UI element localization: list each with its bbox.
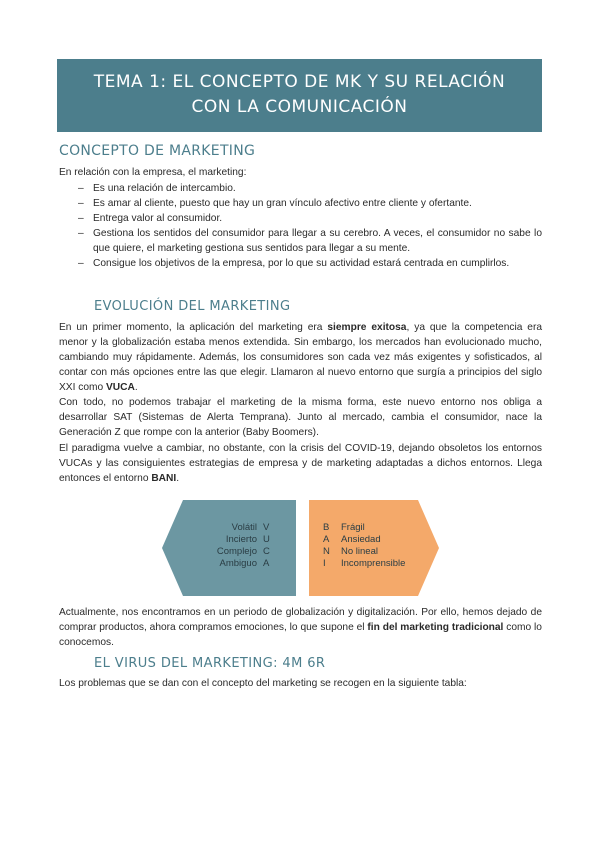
list-item: – Es una relación de intercambio.: [78, 183, 236, 194]
vuca-words: Volátil Incierto Complejo Ambiguo: [216, 522, 257, 569]
title-line-2: CON LA COMUNICACIÓN: [191, 97, 408, 117]
list-item: – Consigue los objetivos de la empresa, por lo que su actividad estará centrada en cumplirlos.: [78, 258, 510, 269]
heading-concepto: CONCEPTO DE MARKETING: [59, 143, 256, 159]
bani-letters: B A N I: [323, 522, 330, 569]
list-item: – Gestiona los sentidos del consumidor para llegar a su cerebro. A veces, el consumidor no sabe lo que quiere, el marketing gestiona sus sentidos para llegar a su mente.: [78, 228, 542, 254]
vuca-letters: V U C A: [263, 522, 270, 569]
dash-marker: –: [78, 183, 84, 194]
dash-marker: –: [78, 213, 84, 224]
intro-text: En relación con la empresa, el marketing:: [59, 167, 247, 178]
heading-evolucion: EVOLUCIÓN DEL MARKETING: [94, 299, 291, 314]
paragraph-vuca: En un primer momento, la aplicación del marketing era siempre exitosa, ya que la competencia era menor y la globalización estaba menos extendida. Sin embargo, los mercados han evolucionado mucho, cambiando muy rápidamente. Además, los consumidores son cada vez más exigentes y sofisticados, al contar con más opciones entre las que elegir. Llamaron al nuevo entorno que surgía a principios del siglo XXI como VUCA.: [59, 322, 543, 393]
list-item: – Es amar al cliente, puesto que hay un gran vínculo afectivo entre cliente y ofertante.: [78, 198, 472, 209]
paragraph-tabla: Los problemas que se dan con el concepto del marketing se recogen en la siguiente tabla:: [59, 678, 467, 689]
paragraph-sat: Con todo, no podemos trabajar el marketing de la misma forma, este nuevo entorno nos obliga a desarrollar SAT (Sistemas de Alerta Temprana). Junto al mercado, cambia el consumidor, nace la Generación Z que rompe con la anterior (Baby Boomers).: [59, 397, 542, 438]
title-line-1: TEMA 1: EL CONCEPTO DE MK Y SU RELACIÓN: [93, 72, 506, 92]
heading-virus: EL VIRUS DEL MARKETING: 4M 6R: [94, 656, 326, 671]
list-item: – Entrega valor al consumidor.: [78, 213, 223, 224]
paragraph-bani: El paradigma vuelve a cambiar, no obstante, con la crisis del COVID-19, dejando obsoletos los entornos VUCAs y las consiguientes estrategias de empresa y de marketing adaptadas a dichos entornos. Llega entonces el entorno BANI.: [59, 443, 542, 484]
paragraph-actualmente: Actualmente, nos encontramos en un periodo de globalización y digitalización. Por ello, hemos dejado de comprar productos, ahora compramos emociones, lo que supone el fin del marketing tradicional como lo conocemos.: [59, 607, 542, 648]
dash-marker: –: [78, 198, 84, 209]
dash-marker: –: [78, 228, 84, 239]
dash-marker: –: [78, 258, 84, 269]
bani-words: Frágil Ansiedad No lineal Incomprensible: [341, 522, 406, 569]
